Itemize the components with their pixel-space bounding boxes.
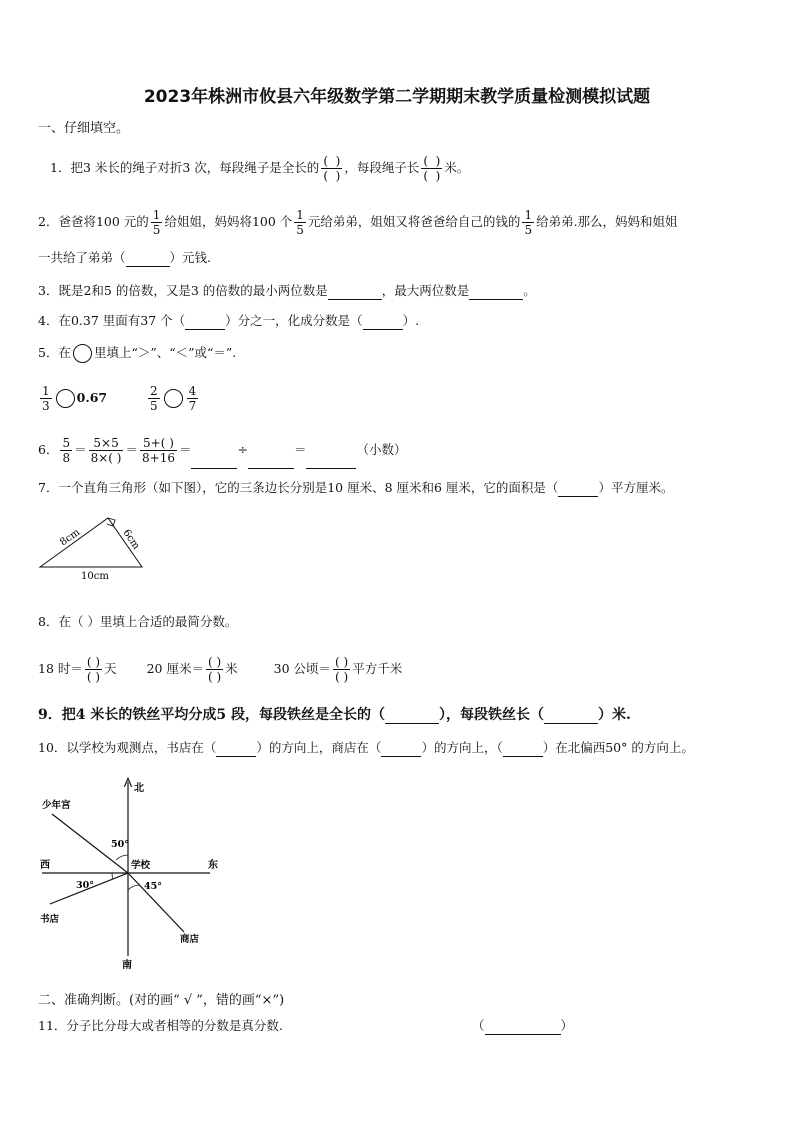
q10-text-a: 10．以学校为观测点，书店在（: [38, 740, 217, 755]
q9-blank-2[interactable]: [544, 707, 598, 724]
q1-blank-denominator-1[interactable]: ( ): [323, 169, 341, 183]
q4-blank-2[interactable]: [363, 313, 403, 330]
youth-palace-label: 少年宫: [42, 800, 71, 811]
q1-text-c: 米。: [444, 160, 470, 175]
q10-blank-1[interactable]: [216, 740, 256, 757]
q11-answer-blank[interactable]: [485, 1018, 561, 1035]
q8-fraction-blank-3[interactable]: $\frac{( )}{( )}$: [335, 655, 349, 684]
q4-text-b: ）分之一，化成分数是（: [225, 313, 363, 328]
q7-text: 7．一个直角三角形（如下图），它的三条边长分别是10 厘米、8 厘米和6 厘米，它的面积是（: [38, 480, 559, 495]
q5-text-a: 5．在: [38, 345, 71, 360]
angle-30-arc: [112, 873, 113, 879]
q2-text-d: 给弟弟.那么，妈妈和姐姐: [536, 214, 678, 229]
q1-blank-numerator-2[interactable]: ( ): [423, 154, 441, 168]
q8-fraction-blank-2[interactable]: $\frac{( )}{( )}$: [207, 655, 222, 684]
q3-text-c: 。: [523, 283, 536, 298]
q8-item-2: 20 厘米＝: [146, 661, 204, 676]
q2-text-a: 2．爸爸将100 元的: [38, 214, 149, 229]
question-10: [38, 740, 694, 757]
q10-text-c: ）的方向上，（: [421, 740, 503, 755]
q1-text-b: ，每段绳子长: [344, 160, 420, 175]
angle-50-arc: [116, 855, 128, 860]
right-triangle-figure: [36, 512, 156, 584]
q5-compare-circle-1[interactable]: [56, 389, 75, 408]
q5-circle-icon: [73, 344, 92, 363]
question-7: [38, 480, 673, 497]
q10-text-b: ）的方向上，商店在（: [256, 740, 382, 755]
q9-text-b: ），每段铁丝长（: [438, 707, 544, 723]
shop-label: 商店: [180, 934, 200, 945]
q1-fraction-blank-1[interactable]: [321, 155, 342, 182]
angle-45-arc: [128, 885, 140, 890]
question-8-items: 18 时＝ $\frac{( )}{( )}$ 天 20 厘米＝ $\frac{( )}{( )}$ 米 30 公顷＝ $\frac{( )}{( )}$ 平方千米: [38, 655, 403, 684]
q3-blank-1[interactable]: [328, 283, 382, 300]
south-label: 南: [122, 960, 132, 971]
q4-blank-1[interactable]: [185, 313, 225, 330]
q1-text-a: 1．把3 米长的绳子对折3 次，每段绳子是全长的: [50, 160, 320, 175]
q2-text-c: 元给弟弟，姐姐又将爸爸给自己的钱的: [307, 214, 521, 229]
q1-blank-denominator-2[interactable]: ( ): [423, 169, 441, 183]
angle-45-label: 45°: [144, 881, 162, 892]
question-5-expr-1: $\frac{1}{3}$ 0.67: [42, 384, 108, 413]
q1-fraction-blank-2[interactable]: [421, 155, 442, 182]
side-10cm-label: 10cm: [81, 571, 109, 582]
question-11-answer: （ ）: [472, 1018, 574, 1033]
q6-fraction-2[interactable]: $\frac{5\times 5}{8\times( )}$: [90, 436, 122, 465]
q10-blank-3[interactable]: [503, 740, 543, 757]
direction-diagram: [34, 776, 234, 972]
question-5-expr-2: $\frac{2}{5}$ $\frac{4}{7}$: [150, 384, 197, 413]
east-label: 东: [208, 860, 218, 871]
q2-text-e: 一共给了弟弟（: [38, 250, 126, 265]
question-3: [38, 283, 536, 300]
question-2-line-1: [38, 204, 678, 240]
side-6cm-label: 6cm: [120, 527, 142, 552]
q5-text-b: 里填上“＞”、“＜”或“＝”.: [93, 345, 237, 360]
q2-fraction-2: $\frac{1}{5}$: [296, 208, 304, 237]
q5-compare-circle-2[interactable]: [164, 389, 183, 408]
side-8cm-label: 8cm: [58, 527, 83, 549]
q5-expr-1-right: 0.67: [76, 390, 108, 405]
q8-item-1: 18 时＝: [38, 661, 83, 676]
question-8: 8．在（ ）里填上合适的最简分数。: [38, 614, 238, 629]
question-1: [50, 150, 469, 186]
question-6: 6． $\frac{5}{8}$ ＝ $\frac{5\times 5}{8\times( )}$ ＝ $\frac{5+( )}{8+16}$ ＝ ÷ ＝ （小数）: [38, 432, 407, 469]
question-2-line-2: [38, 250, 211, 267]
section-1-heading: 一、仔细填空。: [38, 121, 130, 136]
q6-fraction-3[interactable]: $\frac{5+( )}{8+16}$: [142, 436, 175, 465]
q10-blank-2[interactable]: [381, 740, 421, 757]
q6-blank-2[interactable]: [248, 432, 294, 469]
q6-blank-3[interactable]: [306, 432, 356, 469]
west-label: 西: [40, 860, 50, 871]
q10-text-d: ）在北偏西50° 的方向上。: [542, 740, 694, 755]
q6-blank-1[interactable]: [191, 432, 237, 469]
school-label: 学校: [131, 860, 151, 871]
question-4: [38, 313, 419, 330]
angle-50-label: 50°: [111, 839, 129, 850]
q2-text-f: ）元钱.: [169, 250, 211, 265]
q2-text-b: 给姐姐，妈妈将100 个: [164, 214, 293, 229]
q3-text-a: 3．既是2和5 的倍数，又是3 的倍数的最小两位数是: [38, 283, 328, 298]
q2-fraction-3: $\frac{1}{5}$: [524, 208, 533, 237]
q3-blank-2[interactable]: [469, 283, 523, 300]
question-5: [38, 343, 236, 363]
q8-fraction-blank-1[interactable]: $\frac{( )}{( )}$: [86, 655, 101, 684]
question-11: 11．分子比分母大或者相等的分数是真分数.: [38, 1018, 283, 1033]
q9-text-a: 9．把4 米长的铁丝平均分成5 段，每段铁丝是全长的（: [38, 707, 385, 723]
q1-blank-numerator-1[interactable]: ( ): [323, 154, 341, 168]
q9-text-c: ）米.: [597, 707, 631, 723]
q9-blank-1[interactable]: [385, 707, 439, 724]
angle-30-label: 30°: [76, 880, 94, 891]
bookstore-label: 书店: [40, 914, 60, 925]
question-9: [38, 707, 631, 724]
section-2-heading: 二、准确判断。(对的画“ √ ”，错的画“×”): [38, 993, 285, 1008]
page-title: 2023年株洲市攸县六年级数学第二学期期末教学质量检测模拟试题: [143, 87, 651, 107]
q6-label: 6．: [38, 442, 59, 457]
q8-item-3: 30 公顷＝: [273, 661, 332, 676]
q7-text-2: ）平方厘米。: [598, 480, 674, 495]
q2-fraction-1: $\frac{1}{5}$: [152, 208, 161, 237]
q6-tail: （小数）: [356, 442, 407, 457]
q7-blank[interactable]: [558, 480, 598, 497]
q3-text-b: ，最大两位数是: [381, 283, 470, 298]
q4-text-c: ）.: [402, 313, 420, 328]
north-label: 北: [134, 783, 144, 794]
q4-text-a: 4．在0.37 里面有37 个（: [38, 313, 186, 328]
q2-answer-blank[interactable]: [126, 250, 170, 267]
